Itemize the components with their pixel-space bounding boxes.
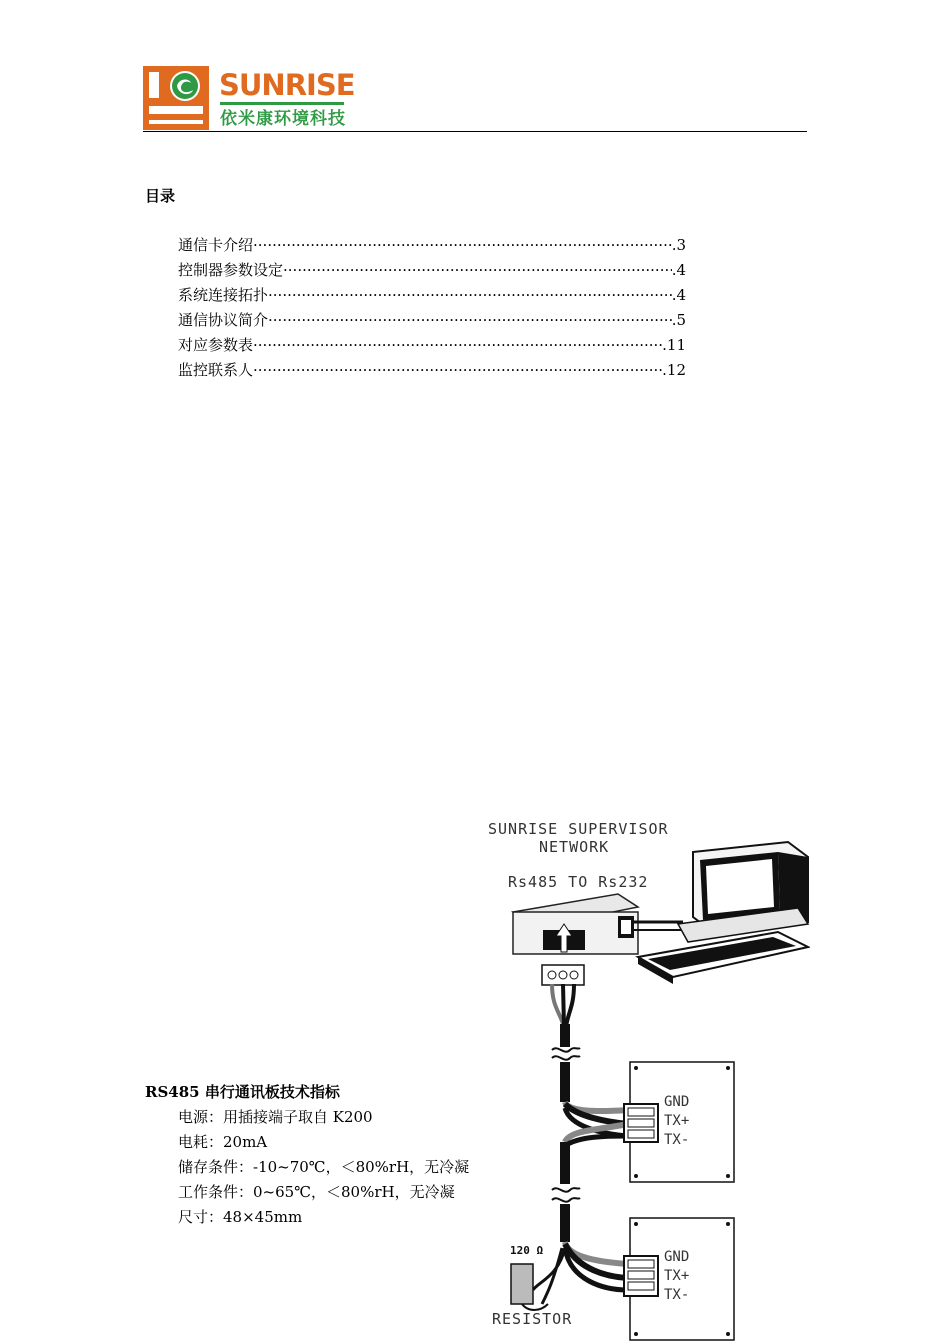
converter-box-icon — [513, 894, 683, 954]
table-of-contents — [178, 234, 686, 384]
toc-entry[interactable] — [178, 309, 686, 334]
resistor-label: RESISTOR — [492, 1310, 573, 1328]
board2-txm-label: TX- — [664, 1287, 690, 1303]
converter-label: Rs485 TO Rs232 — [508, 873, 649, 891]
rs485-board-1 — [624, 1062, 734, 1182]
resistor-value-label: 120 Ω — [510, 1244, 544, 1257]
toc-entry-label: 通信卡介绍 — [178, 236, 254, 254]
toc-dot-leader — [253, 334, 662, 356]
toc-entry-page: .11 — [662, 336, 686, 354]
network-topology-diagram — [478, 812, 810, 1342]
toc-entry-page: .3 — [671, 236, 686, 254]
spec-item: 电源：用插接端子取自 K200 — [178, 1108, 373, 1126]
toc-dot-leader — [253, 359, 662, 381]
toc-entry-page: .12 — [662, 361, 686, 379]
spec-item: 尺寸：48×45mm — [178, 1208, 303, 1226]
toc-entry-page: .4 — [671, 286, 686, 304]
brand-stripe — [220, 102, 344, 105]
spec-list — [145, 1105, 485, 1230]
brand-name: SUNRISE — [219, 68, 355, 102]
toc-entry[interactable] — [178, 284, 686, 309]
brand-chinese-name: 依米康环境科技 — [220, 109, 346, 129]
spec-title: RS485 串行通讯板技术指标 — [145, 1083, 340, 1101]
toc-title: 目录 — [145, 187, 176, 205]
cable-break-icon — [552, 1048, 580, 1060]
network-title-line2: NETWORK — [539, 838, 610, 856]
toc-entry-page: .4 — [671, 261, 686, 279]
toc-dot-leader — [268, 309, 672, 331]
toc-entry-label: 系统连接拓扑 — [178, 286, 269, 304]
spec-item: 储存条件：-10~70℃，＜80%rH，无冷凝 — [178, 1158, 470, 1176]
toc-entry[interactable] — [178, 234, 686, 259]
board1-gnd-label: GND — [664, 1094, 690, 1110]
computer-icon — [638, 842, 808, 984]
board2-txp-label: TX+ — [664, 1268, 690, 1284]
toc-entry-label: 控制器参数设定 — [178, 261, 284, 279]
toc-entry-label: 通信协议简介 — [178, 311, 269, 329]
toc-dot-leader — [283, 259, 672, 281]
rs485-board-2 — [624, 1218, 734, 1340]
bus-cable — [533, 984, 628, 1304]
toc-entry[interactable] — [178, 359, 686, 384]
toc-entry-label: 监控联系人 — [178, 361, 254, 379]
toc-entry-label: 对应参数表 — [178, 336, 254, 354]
terminal-plug-icon — [542, 965, 584, 985]
toc-dot-leader — [268, 284, 672, 306]
toc-dot-leader — [253, 234, 672, 256]
sunrise-logo-icon — [143, 66, 209, 130]
board1-txp-label: TX+ — [664, 1113, 690, 1129]
network-title-line1: SUNRISE SUPERVISOR — [488, 820, 669, 838]
toc-entry[interactable] — [178, 334, 686, 359]
header-divider — [143, 131, 807, 132]
cable-break-icon — [552, 1188, 580, 1202]
toc-entry-page: .5 — [671, 311, 686, 329]
page-header — [143, 66, 807, 134]
toc-entry[interactable] — [178, 259, 686, 284]
board1-txm-label: TX- — [664, 1132, 690, 1148]
spec-item: 电耗：20mA — [178, 1133, 268, 1151]
rs485-spec-section — [145, 1080, 485, 1230]
spec-item: 工作条件：0~65℃，＜80%rH，无冷凝 — [178, 1183, 455, 1201]
board2-gnd-label: GND — [664, 1249, 690, 1265]
